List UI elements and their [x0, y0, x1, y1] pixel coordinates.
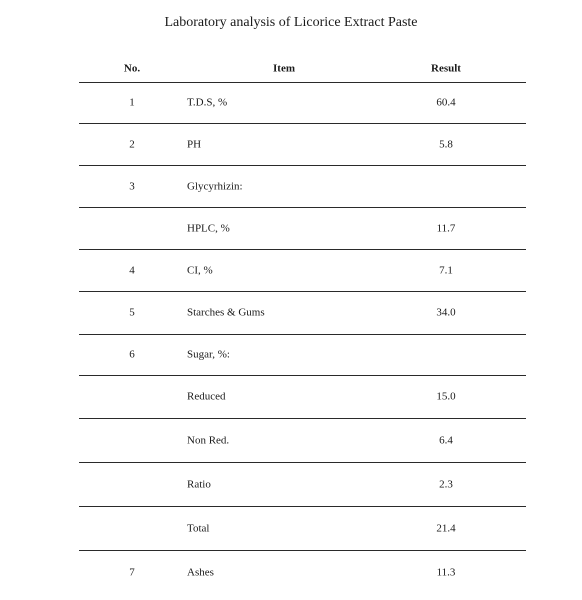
row-result: 15.0 — [436, 390, 456, 403]
header-no: No. — [123, 62, 141, 75]
row-result: 6.4 — [439, 434, 453, 446]
row-result: 34.0 — [436, 306, 456, 319]
row-no: 3 — [129, 180, 135, 192]
row-item: Ashes — [187, 566, 214, 579]
table-row — [79, 507, 526, 551]
row-no: 1 — [129, 96, 135, 109]
document-title: Laboratory analysis of Licorice Extract Paste — [164, 15, 418, 30]
row-result: 21.4 — [436, 522, 456, 534]
table-row — [79, 124, 526, 166]
row-item: Sugar, %: — [187, 348, 230, 361]
row-item: CI, % — [187, 264, 213, 276]
row-item: HPLC, % — [187, 222, 230, 234]
row-result: 7.1 — [439, 264, 453, 276]
row-result: 11.7 — [436, 222, 456, 234]
row-item: T.D.S, % — [187, 96, 228, 109]
row-result: 2.3 — [439, 478, 453, 490]
header-result: Result — [431, 62, 461, 75]
row-item: Reduced — [187, 390, 226, 403]
row-no: 7 — [129, 566, 135, 579]
row-result: 5.8 — [439, 138, 453, 150]
row-no: 6 — [129, 348, 135, 361]
table-row — [79, 208, 526, 250]
table-row — [79, 335, 526, 376]
table-row — [79, 166, 526, 208]
header-item: Item — [273, 62, 295, 75]
row-result: 11.3 — [436, 566, 456, 579]
table-row — [79, 250, 526, 292]
row-item: Starches & Gums — [187, 306, 265, 319]
row-item: Non Red. — [187, 434, 230, 446]
row-item: Ratio — [187, 478, 211, 490]
table-row — [79, 463, 526, 507]
row-item: PH — [187, 138, 202, 150]
table-header-row — [79, 56, 526, 83]
table-row — [79, 376, 526, 419]
row-no: 4 — [129, 264, 135, 276]
row-no: 2 — [129, 138, 135, 150]
table-row — [79, 292, 526, 335]
row-item: Glycyrhizin: — [187, 180, 243, 192]
analysis-table — [79, 56, 526, 595]
row-no: 5 — [129, 306, 135, 319]
table-row — [79, 83, 526, 124]
table-row — [79, 551, 526, 595]
row-result: 60.4 — [436, 96, 456, 109]
row-item: Total — [187, 522, 210, 534]
table-row — [79, 419, 526, 463]
